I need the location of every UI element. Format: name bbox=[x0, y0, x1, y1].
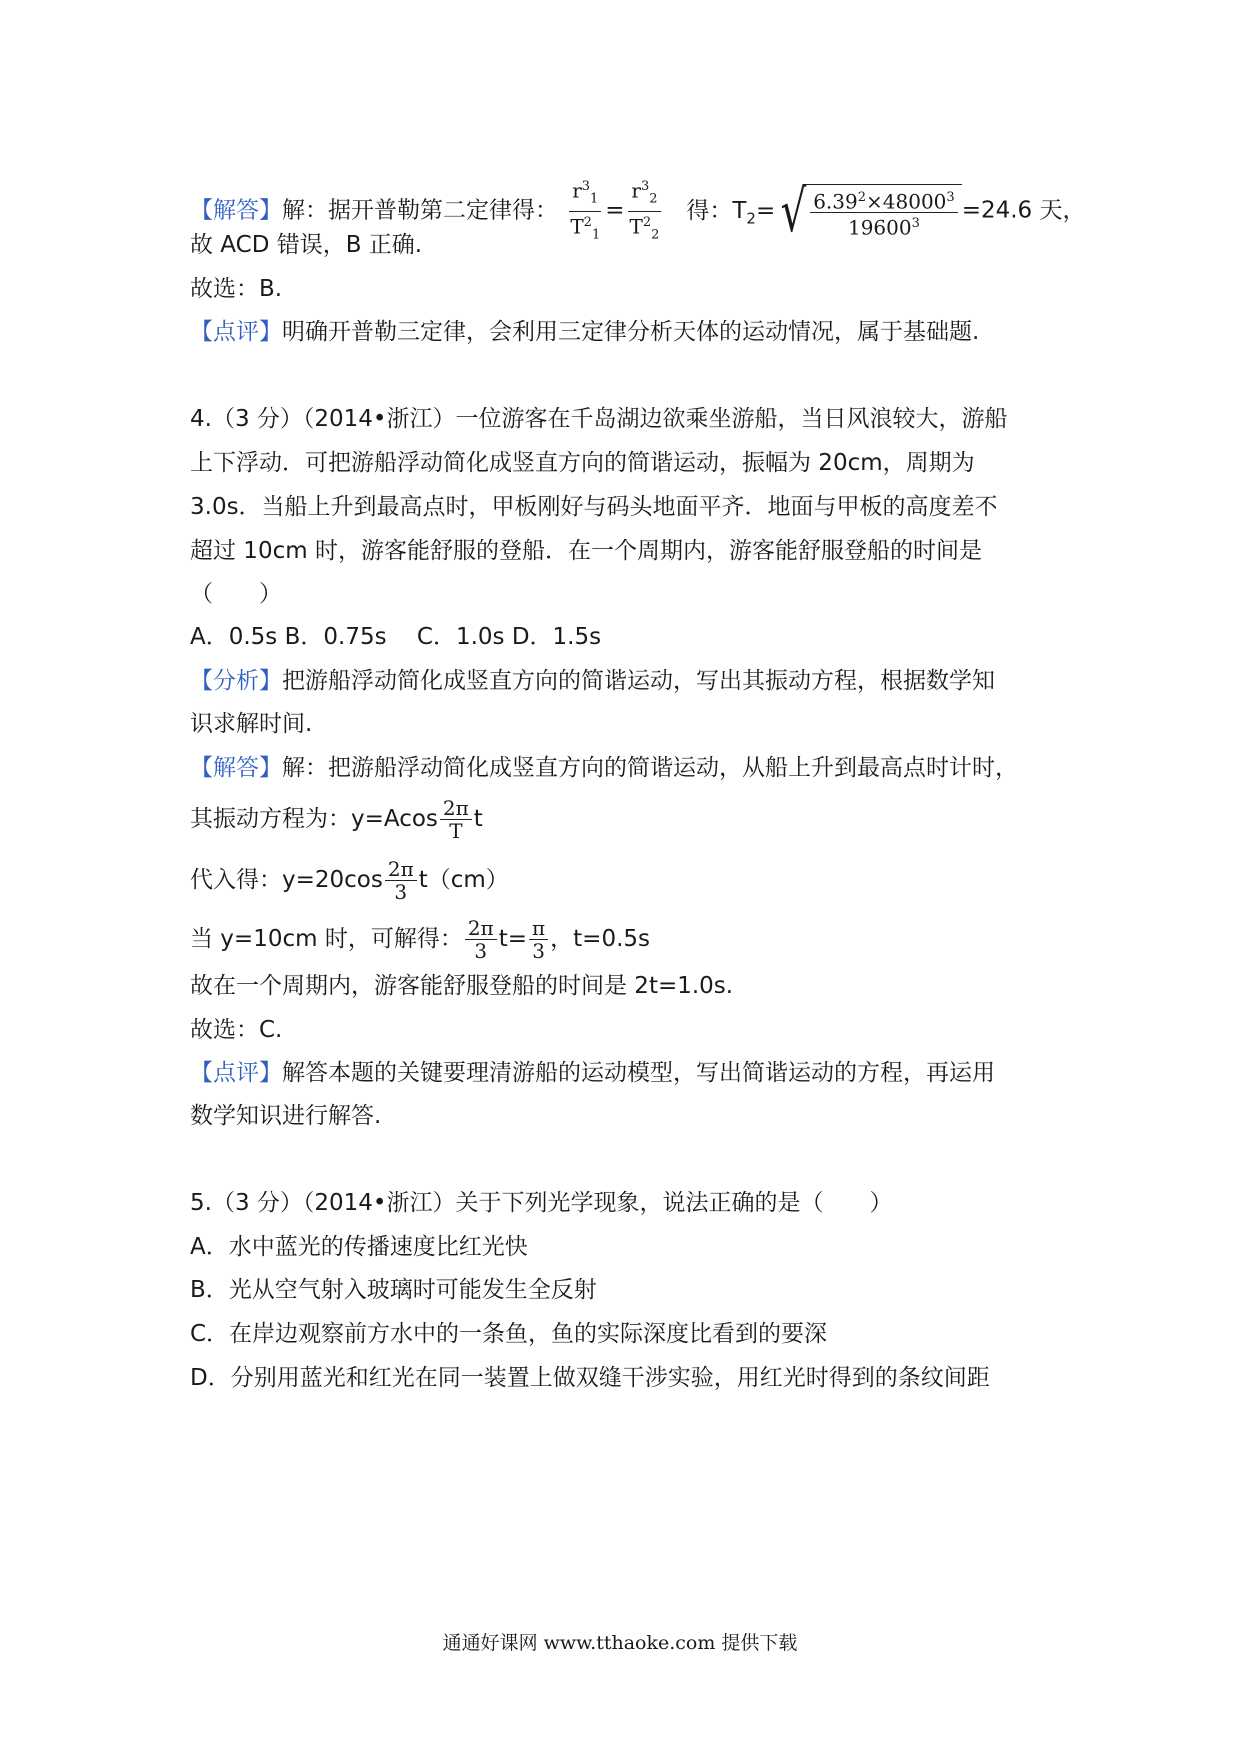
q4-equation-3: 当 y=10cm 时，可解得： $\frac{2\pi}{3}$ t= $\frac{\pi}{3}$ ，t=0.5s bbox=[190, 916, 651, 963]
q4-analysis: 【分析】把游船浮动简化成竖直方向的简谐运动，写出其振动方程，根据数学知 bbox=[190, 668, 995, 694]
q4-equation-1: 其振动方程为：y=Acos $\frac{2\pi}{T}$ t bbox=[190, 796, 483, 843]
q5-option-a: A．水中蓝光的传播速度比红光快 bbox=[190, 1234, 528, 1260]
q3-line2: 故 ACD 错误，B 正确. bbox=[190, 232, 423, 258]
fraction-2pi-over-3: $\frac{2\pi}{3}$ bbox=[385, 858, 417, 903]
result-value: =24.6 天， bbox=[961, 197, 1086, 224]
sqrt-fraction: $\frac{6.39^2\times 48000^3}{19600^3}$ bbox=[810, 187, 957, 239]
answer-tag: 【解答】 bbox=[190, 197, 282, 224]
fraction-pi-over-3: $\frac{\pi}{3}$ bbox=[529, 917, 548, 962]
q5-option-b: B．光从空气射入玻璃时可能发生全反射 bbox=[190, 1277, 597, 1303]
q4-options: A．0.5s B．0.75s C．1.0s D．1.5s bbox=[190, 624, 602, 650]
q4-stem-5: （ ） bbox=[190, 581, 282, 607]
comment-tag: 【点评】 bbox=[190, 1060, 282, 1086]
q4-comment: 【点评】解答本题的关键要理清游船的运动模型，写出简谐运动的方程，再运用 bbox=[190, 1060, 995, 1086]
kepler-fraction-1: $\frac{r^3_1}{T^2_1}$ bbox=[567, 176, 603, 246]
q4-choose: 故选：C. bbox=[190, 1017, 283, 1043]
q5-stem: 5.（3 分）（2014•浙江）关于下列光学现象，说法正确的是（ ） bbox=[190, 1190, 893, 1216]
q4-answer: 【解答】解：把游船浮动简化成竖直方向的简谐运动，从船上升到最高点时计时， bbox=[190, 755, 1018, 781]
q3-answer-line: 【解答】解：据开普勒第二定律得： $\frac{r^3_1}{T^2_1}$ = $\frac{r^3_2}{T^2_2}$ 得：$T_2=$ √ $\frac{6.39^2\times 48000^3}{19600^3}$ =24.6 天， bbox=[190, 177, 1086, 246]
fraction-2pi-over-t: $\frac{2\pi}{T}$ bbox=[440, 797, 472, 842]
answer-tag: 【解答】 bbox=[190, 755, 282, 781]
q4-equation-2: 代入得：y=20cos $\frac{2\pi}{3}$ t（cm） bbox=[190, 857, 509, 904]
q3-comment: 【点评】明确开普勒三定律，会利用三定律分析天体的运动情况，属于基础题. bbox=[190, 319, 980, 345]
q5-option-c: C．在岸边观察前方水中的一条鱼，鱼的实际深度比看到的要深 bbox=[190, 1321, 828, 1347]
fraction-2pi-over-3: $\frac{2\pi}{3}$ bbox=[465, 917, 497, 962]
q5-option-d: D．分别用蓝光和红光在同一装置上做双缝干涉实验，用红光时得到的条纹间距 bbox=[190, 1365, 990, 1391]
sqrt-expression: √ $\frac{6.39^2\times 48000^3}{19600^3}$ bbox=[775, 182, 961, 240]
get-t2: 得：$T_2=$ bbox=[686, 197, 776, 228]
q3-choose: 故选：B. bbox=[190, 276, 283, 302]
q4-analysis-2: 识求解时间. bbox=[190, 711, 313, 737]
q4-stem-4: 超过 10cm 时，游客能舒服的登船．在一个周期内，游客能舒服登船的时间是 bbox=[190, 538, 982, 564]
q4-stem-3: 3.0s．当船上升到最高点时，甲板刚好与码头地面平齐．地面与甲板的高度差不 bbox=[190, 494, 998, 520]
q4-result: 故在一个周期内，游客能舒服登船的时间是 2t=1.0s. bbox=[190, 973, 734, 999]
analysis-tag: 【分析】 bbox=[190, 668, 282, 694]
answer-intro: 解：据开普勒第二定律得： bbox=[282, 197, 558, 224]
q4-stem-1: 4.（3 分）（2014•浙江）一位游客在千岛湖边欲乘坐游船，当日风浪较大，游船 bbox=[190, 406, 1008, 432]
page-footer: 通通好课网 www.tthaoke.com 提供下载 bbox=[442, 1632, 798, 1654]
comment-tag: 【点评】 bbox=[190, 319, 282, 345]
q4-stem-2: 上下浮动．可把游船浮动简化成竖直方向的简谐运动，振幅为 20cm，周期为 bbox=[190, 450, 975, 476]
q4-comment-2: 数学知识进行解答. bbox=[190, 1103, 382, 1129]
kepler-fraction-2: $\frac{r^3_2}{T^2_2}$ bbox=[627, 176, 663, 246]
